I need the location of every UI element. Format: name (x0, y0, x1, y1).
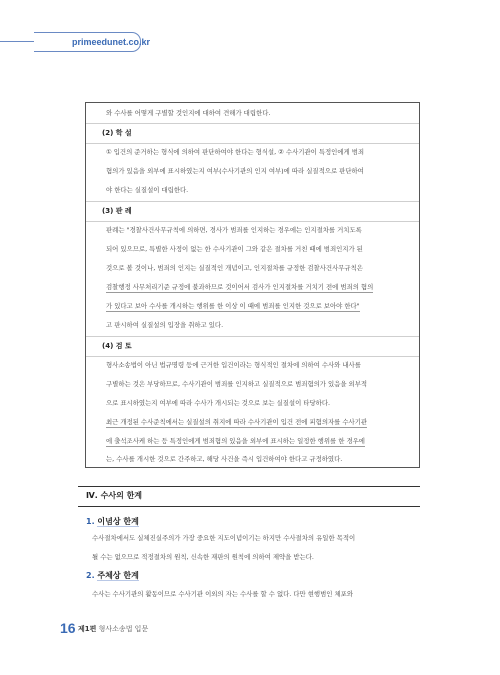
subsection-2-title: 주체상 한계 (97, 571, 139, 580)
divider (86, 336, 419, 337)
book-title: 형사소송법 입문 (98, 625, 149, 633)
divider (86, 143, 419, 144)
page-number: 16 (60, 620, 76, 636)
subsection-1-title: 이념상 한계 (97, 517, 139, 526)
case-line-4: 검찰행정 사무처리기준 규정에 불과하므로 것이어서 검사가 인지절차를 거치기 전에 범죄의 혐의 (106, 283, 374, 291)
content-box (85, 102, 420, 468)
review-line-1: 형사소송법이 아닌 법규명령 등에 근거한 입건이라는 형식적인 절차에 의하여 수사와 내사를 (106, 361, 361, 369)
case-line-1: 판례는 "경찰사건사무규칙에 의하면, 경사가 범죄를 인지하는 경우에는 인지절차를 거치도록 (106, 226, 362, 234)
divider (86, 123, 419, 124)
theory-line-1: ① 입건의 준거하는 형식에 의하여 판단하여야 한다는 형식설, ② 수사기관이 특정인에게 범죄 (106, 148, 365, 156)
theory-line-2: 혐의가 있음을 외부에 표시하였는지 여부(수사기관의 인지 여부)에 따라 실질적으로 판단하여 (106, 167, 364, 175)
review-line-5: 에 출석조사케 하는 등 특정인에게 범죄혐의 있음을 외부에 표시하는 일정한 행위를 한 경우에 (106, 437, 365, 445)
review-line-6: 는, 수사를 개시한 것으로 간주하고, 해당 사건을 즉시 입건하여야 한다고 규정하였다. (106, 455, 343, 463)
review-line-4: 최근 개정된 수사준칙에서는 실질설의 취지에 따라 수사기관이 입건 전에 피혐의자를 수사기관 (106, 418, 368, 426)
site-url[interactable]: primeedunet.co.kr (34, 32, 141, 52)
divider (86, 221, 419, 222)
theory-line-3: 야 한다는 실질설이 대립한다. (106, 186, 189, 194)
subsection-2-heading (86, 570, 139, 581)
subsection-2-number: 2. (86, 571, 95, 580)
subsection-1-heading (86, 516, 139, 527)
header-rule (0, 41, 36, 42)
theory-heading: (2) 학 설 (102, 129, 132, 137)
case-heading: (3) 판 례 (102, 207, 132, 215)
case-line-5: 가 있다고 보아 수사를 개시하는 행위를 한 이상 이 때에 범죄를 인지한 것으로 보아야 한다" (106, 302, 360, 310)
case-line-6: 고 판시하여 실질설의 입장을 취하고 있다. (106, 321, 224, 329)
running-title (78, 624, 148, 634)
intro-text: 와 수사를 어떻게 구별할 것인지에 대하여 견해가 대립한다. (106, 109, 271, 117)
divider (86, 201, 419, 202)
case-line-3: 것으로 볼 것이나, 범죄의 인지는 실질적인 개념이고, 인지절차를 규정한 검찰사건사무규칙은 (106, 264, 363, 272)
subsection-1-line-2: 될 수는 없으므로 적정절차의 원칙, 신속한 재판의 원칙에 의하여 제약을 받는다. (92, 553, 314, 561)
review-line-2: 구별하는 것은 부당하므로, 수사기관이 범죄를 인지하고 실질적으로 범죄혐의가 있음을 외부적 (106, 380, 368, 388)
part-label: 제1편 (78, 625, 97, 633)
divider (86, 356, 419, 357)
review-heading: (4) 검 토 (102, 342, 132, 350)
section-title: Ⅳ. 수사의 한계 (86, 491, 143, 500)
section-rule-bottom (78, 506, 420, 507)
subsection-2-line-1: 수사는 수사기관의 활동이므로 수사기관 이외의 자는 수사를 할 수 없다. 다만 현행범인 체포와 (92, 590, 353, 598)
case-line-2: 되어 있으므로, 특별한 사정이 없는 한 수사기관이 그와 같은 절차를 거친 때에 범죄인지가 된 (106, 245, 363, 253)
subsection-1-number: 1. (86, 517, 95, 526)
review-line-3: 으로 표시하였는지 여부에 따라 수사가 개시되는 것으로 보는 실질설이 타당하다. (106, 399, 331, 407)
subsection-1-line-1: 수사절차에서도 실체진실주의가 가장 중요한 지도이념이기는 하지만 수사절차의 유일한 목적이 (92, 534, 356, 542)
section-rule-top (78, 486, 420, 487)
